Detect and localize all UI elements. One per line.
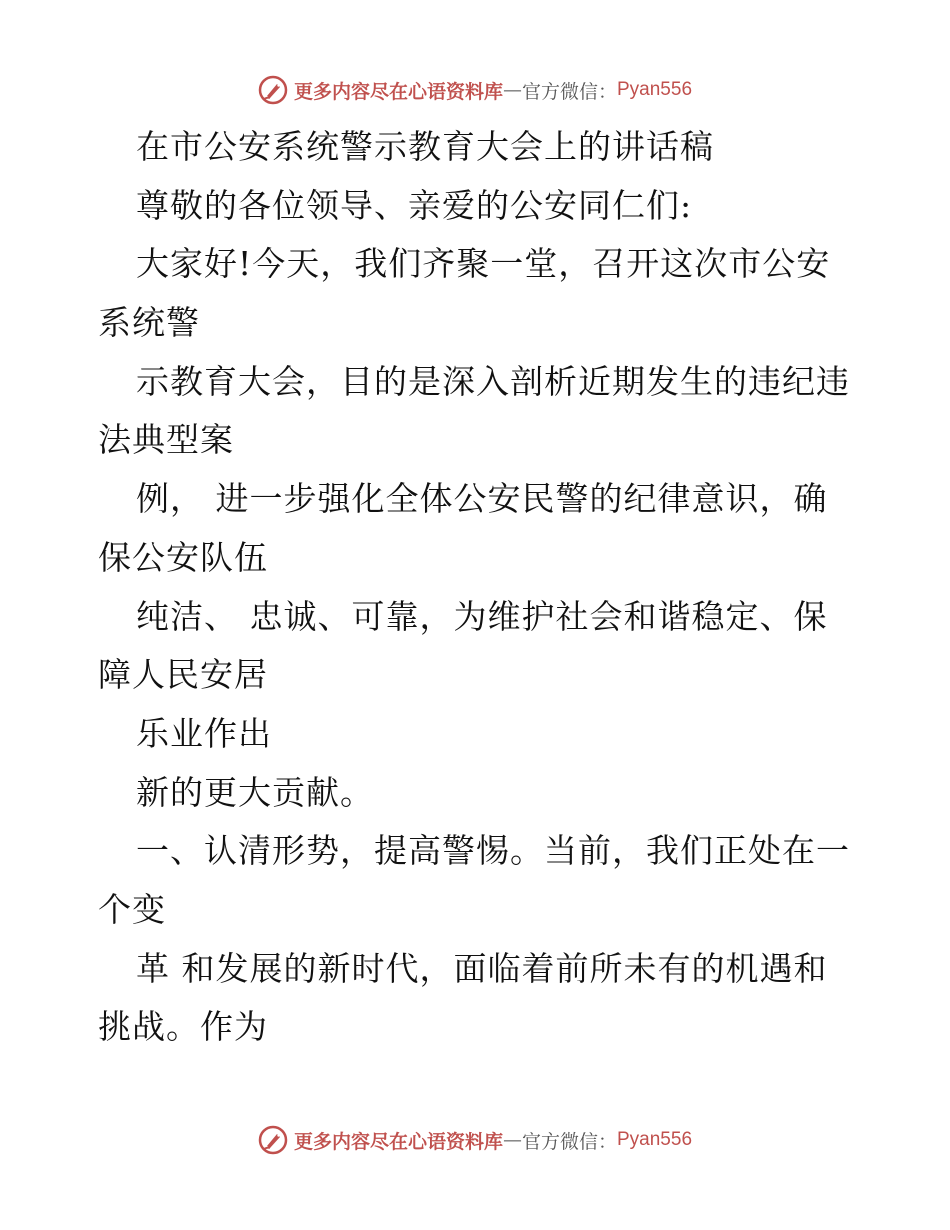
paragraph-line: 新的更大贡献。 [136,772,374,812]
paragraph-line: 障人民安居 [98,655,268,695]
pen-nib-logo-icon [258,75,288,105]
paragraph-line: 系统警 [98,303,200,343]
paragraph-line: 纯洁、 忠诚、可靠，为维护社会和谐稳定、保 [136,596,828,636]
paragraph-line: 大家好!今天，我们齐聚一堂，召开这次市公安 [136,244,831,284]
paragraph-line: 挑战。作为 [98,1007,268,1047]
banner-dash: — [502,79,522,101]
banner-main-text: 更多内容尽在心语资料库 [293,1130,503,1153]
paragraph-line: 法典型案 [98,420,234,460]
footer-banner [0,1122,950,1158]
pen-nib-logo-icon [258,1125,288,1155]
banner-main-text: 更多内容尽在心语资料库 [293,80,503,103]
document-title: 在市公安系统警示教育大会上的讲话稿 [136,127,714,166]
banner-wechat-id: Pyan556 [617,1129,693,1150]
document-body [98,118,858,1057]
paragraph-line: 保公安队伍 [98,537,268,577]
banner-dash: — [502,1129,522,1151]
banner-wechat-label: 官方微信： [521,80,617,103]
salutation: 尊敬的各位领导、亲爱的公安同仁们: [136,185,693,225]
header-banner [0,72,950,108]
paragraph-line: 乐业作出 [136,713,272,753]
banner-wechat-id: Pyan556 [617,79,693,100]
paragraph-line: 例， 进一步强化全体公安民警的纪律意识，确 [136,479,828,519]
paragraph-line: 示教育大会，目的是深入剖析近期发生的违纪违 [136,361,850,401]
section-heading-line: 一、认清形势，提高警惕。当前，我们正处在一 [136,831,850,871]
paragraph-line: 个变 [98,889,166,929]
banner-wechat-label: 官方微信： [521,1130,617,1153]
paragraph-line: 革 和发展的新时代，面临着前所未有的机遇和 [136,948,828,988]
